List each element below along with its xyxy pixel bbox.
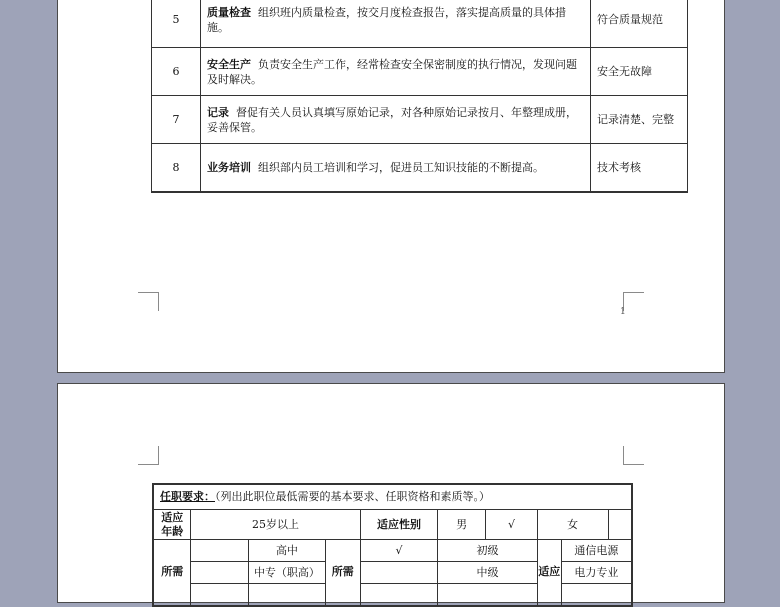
- table-row: [153, 540, 632, 562]
- gender-male: 男: [438, 510, 486, 540]
- duty-standard: 安全无故障: [591, 48, 688, 96]
- empty-cell: [608, 510, 632, 540]
- document-page-1: [57, 0, 725, 373]
- major-option: 电力专业: [561, 562, 632, 584]
- requirements-heading: [153, 484, 632, 510]
- age-label: 适应年龄: [153, 510, 191, 540]
- gender-label: 适应性别: [360, 510, 438, 540]
- crop-mark-bottom-right: [623, 292, 644, 311]
- duty-description: [201, 48, 591, 96]
- duty-title: 安全生产: [207, 57, 251, 71]
- duty-text: 组织班内质量检查，按交月度检查报告，落实提高质量的具体措施。: [207, 5, 566, 34]
- row-number: 8: [152, 144, 201, 192]
- document-page-2: [57, 383, 725, 603]
- empty-cell: [438, 584, 538, 606]
- age-value: 25岁以上: [191, 510, 360, 540]
- duty-text: 组织部内员工培训和学习，促进员工知识技能的不断提高。: [258, 160, 544, 174]
- table-row: [152, 96, 688, 144]
- table-row: [153, 510, 632, 540]
- duty-text: 负责安全生产工作，经常检查安全保密制度的执行情况，发现问题及时解决。: [207, 57, 577, 86]
- duty-title: 记录: [207, 105, 229, 119]
- duty-description: [201, 144, 591, 192]
- table-row: [153, 484, 632, 510]
- empty-cell: [360, 562, 438, 584]
- duty-description: [201, 0, 591, 48]
- skill-check: √: [360, 540, 438, 562]
- empty-cell: [191, 540, 249, 562]
- gender-female: 女: [537, 510, 608, 540]
- education-level: 中专（职高）: [249, 562, 326, 584]
- crop-mark-bottom-left: [138, 292, 159, 311]
- duty-standard: 记录清楚、完整: [591, 96, 688, 144]
- duty-description: [201, 96, 591, 144]
- education-label: 所需: [153, 540, 191, 606]
- row-number: 5: [152, 0, 201, 48]
- duty-standard: 技术考核: [591, 144, 688, 192]
- duty-standard: 符合质量规范: [591, 0, 688, 48]
- empty-cell: [191, 584, 249, 606]
- major-label: 适应: [537, 540, 561, 606]
- skill-level: 中级: [438, 562, 538, 584]
- heading-note: （列出此职位最低需要的基本要求、任职资格和素质等。）: [215, 490, 490, 503]
- crop-mark-top-right: [623, 446, 644, 465]
- skill-label: 所需: [325, 540, 360, 606]
- crop-mark-top-left: [138, 446, 159, 465]
- table-row: [152, 0, 688, 48]
- row-number: 6: [152, 48, 201, 96]
- duty-title: 质量检查: [207, 5, 251, 19]
- table-row: [152, 144, 688, 192]
- skill-level: 初级: [438, 540, 538, 562]
- empty-cell: [360, 584, 438, 606]
- major-option: 通信电源: [561, 540, 632, 562]
- education-level: 高中: [249, 540, 326, 562]
- heading-label: 任职要求：: [160, 490, 215, 503]
- row-number: 7: [152, 96, 201, 144]
- duty-text: 督促有关人员认真填写原始记录，对各种原始记录按月、年整理成册，妥善保管。: [207, 105, 577, 134]
- empty-cell: [561, 584, 632, 606]
- duty-table: [151, 0, 688, 193]
- gender-check: √: [486, 510, 538, 540]
- duty-title: 业务培训: [207, 160, 251, 174]
- empty-cell: [249, 584, 326, 606]
- page-number: 1: [620, 307, 626, 317]
- table-row: [152, 48, 688, 96]
- empty-cell: [191, 562, 249, 584]
- requirements-table: [152, 483, 633, 607]
